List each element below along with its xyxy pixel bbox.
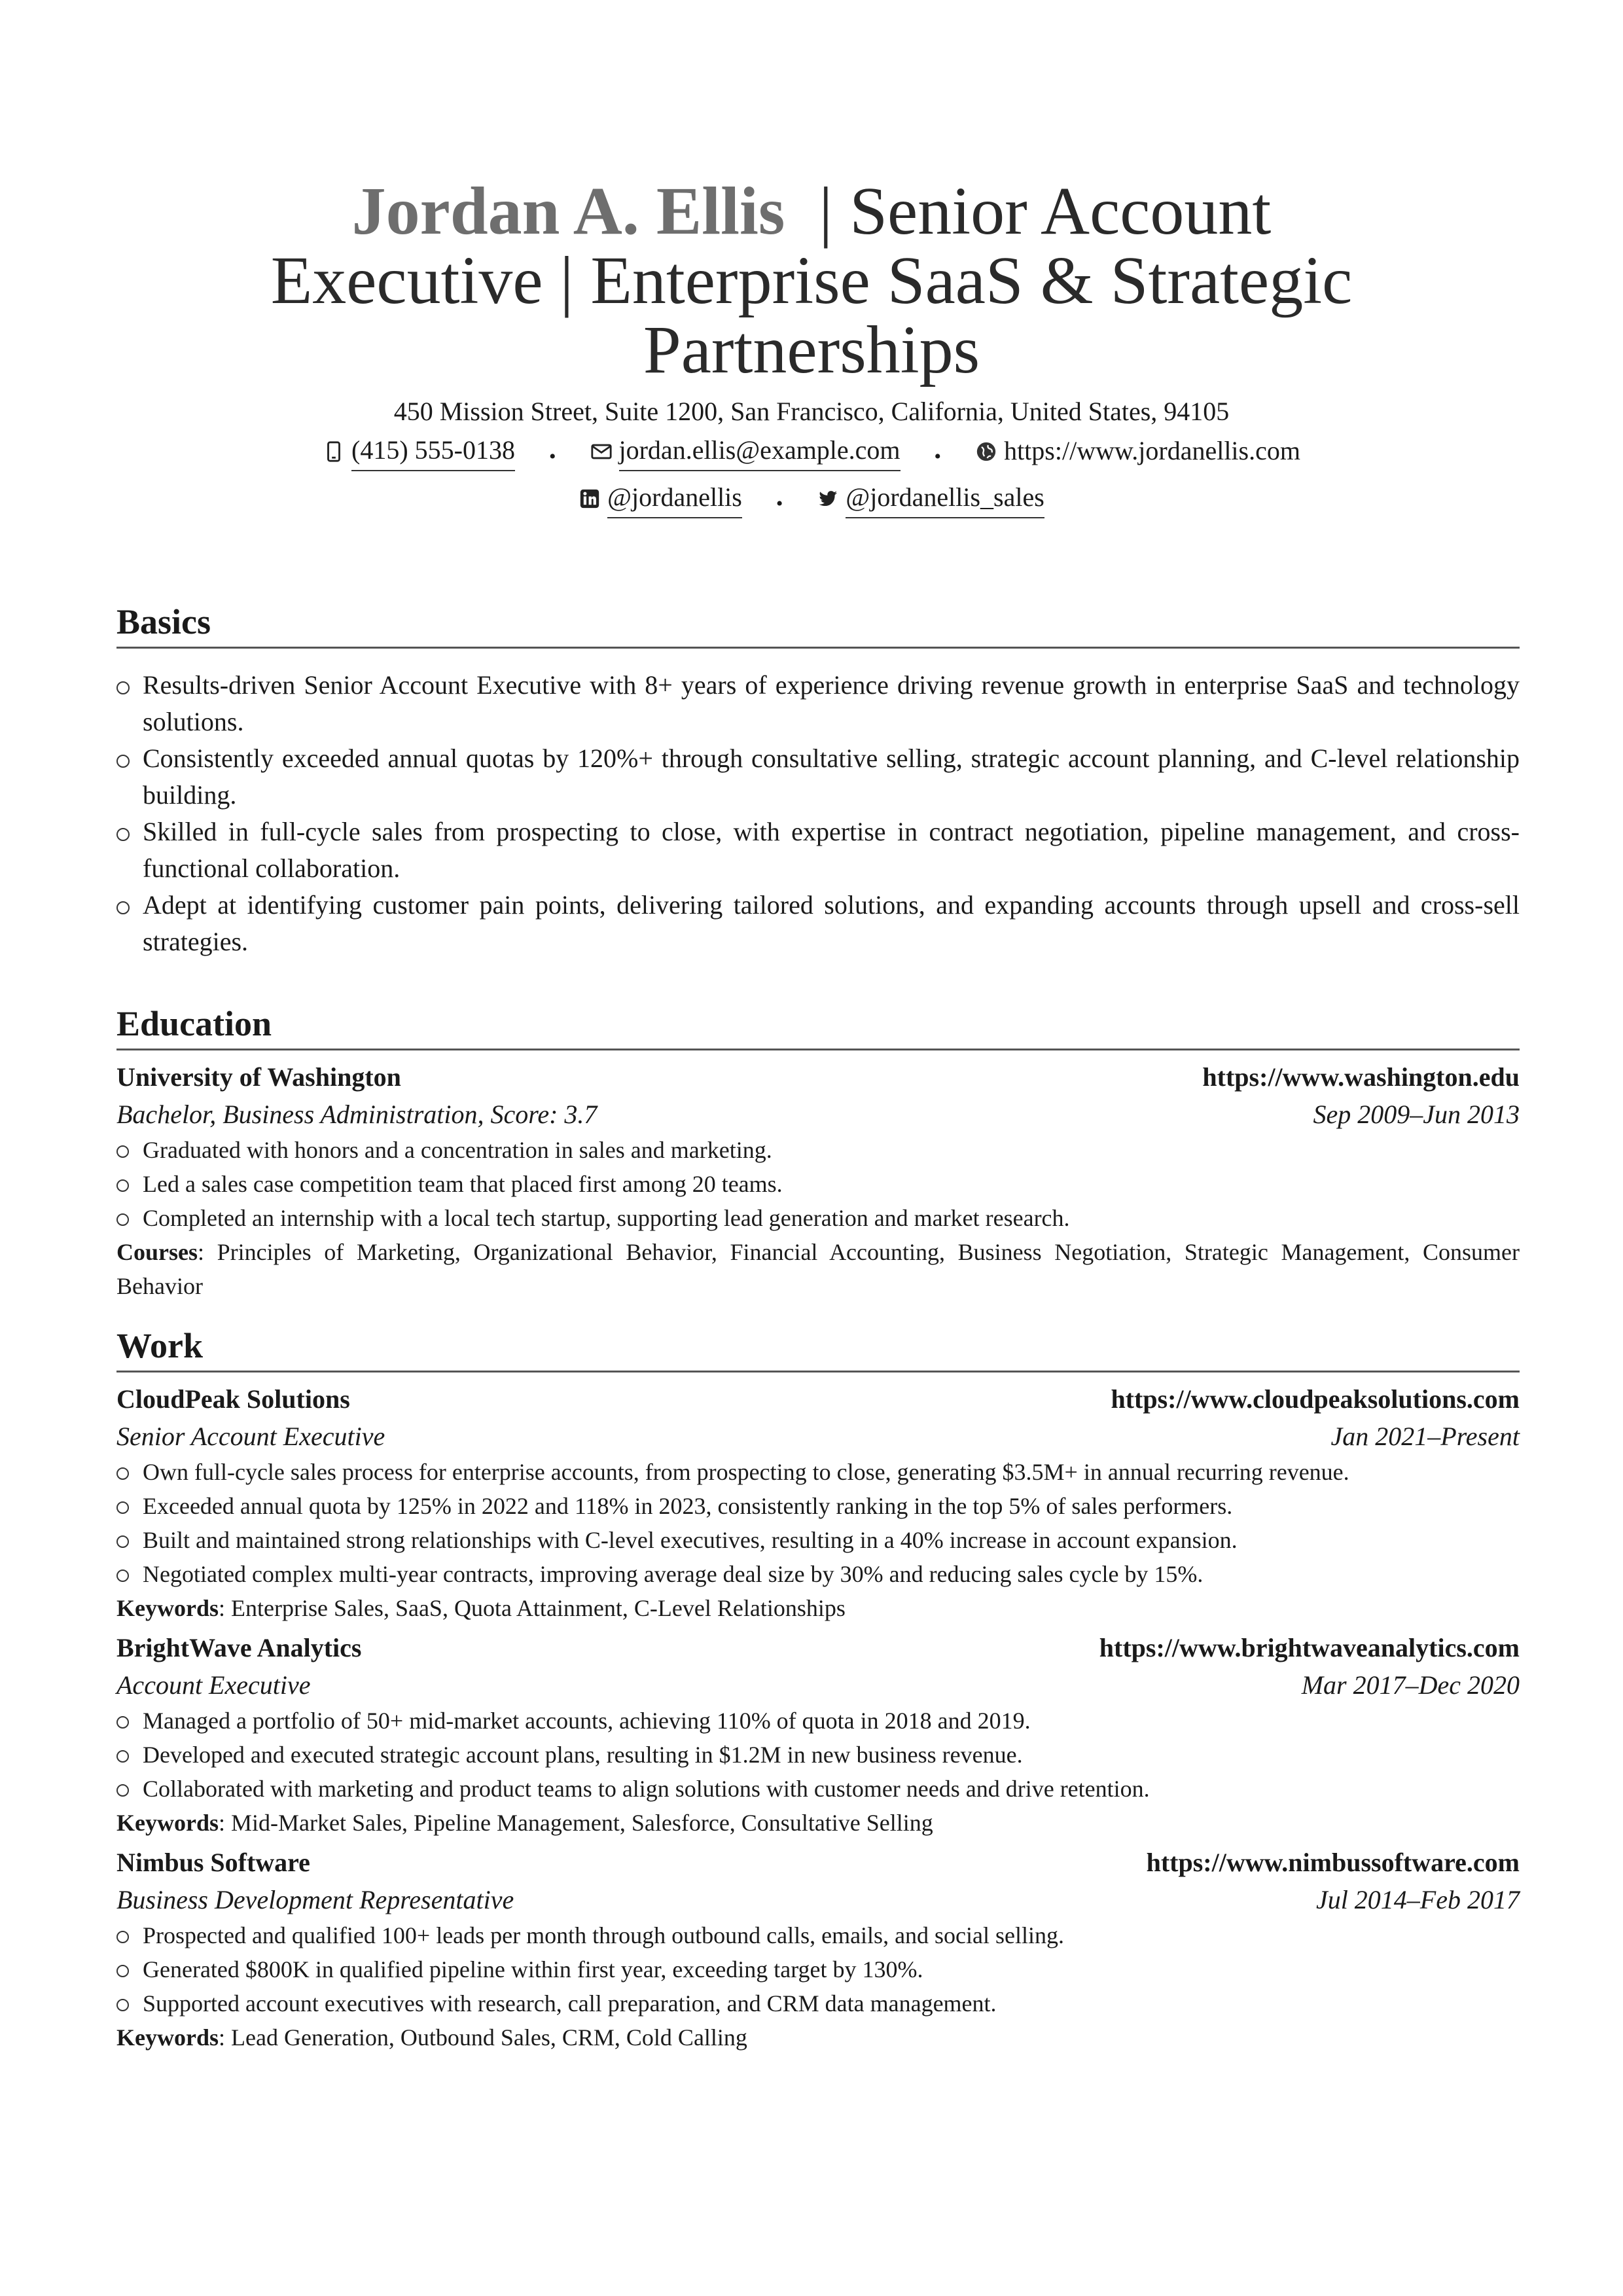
company-name: Nimbus Software — [116, 1848, 310, 1877]
list-item-text: Generated $800K in qualified pipeline within first year, exceeding target by 130%. — [143, 1956, 923, 1982]
hollow-bullet-icon — [116, 755, 130, 768]
keywords-line: Keywords: Mid-Market Sales, Pipeline Management, Salesforce, Consultative Selling — [116, 1810, 933, 1836]
list-item — [116, 1201, 1520, 1235]
hollow-bullet-icon — [116, 901, 130, 914]
list-item-text: Graduated with honors and a concentration in sales and marketing. — [143, 1137, 772, 1163]
list-item — [116, 1523, 1520, 1557]
hollow-bullet-icon — [116, 828, 130, 841]
list-item — [116, 814, 1520, 887]
address: 450 Mission Street, Suite 1200, San Francisco, California, United States, 94105 — [393, 397, 1230, 426]
email-contact[interactable] — [590, 432, 901, 471]
keywords-line: Keywords: Lead Generation, Outbound Sales, CRM, Cold Calling — [116, 2024, 747, 2051]
hollow-bullet-icon — [116, 1570, 129, 1582]
separator-dot: • — [934, 445, 942, 467]
work-section — [116, 1325, 1520, 2054]
list-item — [116, 1704, 1520, 1738]
keywords-list: Enterprise Sales, SaaS, Quota Attainment, C-Level Relationships — [231, 1595, 846, 1621]
list-item-text: Collaborated with marketing and product teams to align solutions with customer needs and drive retention. — [143, 1776, 1150, 1802]
list-item — [116, 1133, 1520, 1167]
name-title — [223, 173, 1400, 387]
job-highlights — [116, 1918, 1520, 2020]
hollow-bullet-icon — [116, 1179, 129, 1192]
website-link[interactable]: https://www.jordanellis.com — [1004, 436, 1300, 465]
list-item — [116, 1952, 1520, 1986]
keywords-label: Keywords — [116, 1810, 219, 1836]
globe-icon — [975, 440, 997, 463]
job-highlights — [116, 1704, 1520, 1806]
email-link[interactable]: jordan.ellis@example.com — [619, 432, 901, 471]
separator-dot: • — [548, 445, 556, 467]
hollow-bullet-icon — [116, 1716, 129, 1729]
basics-list — [116, 667, 1520, 960]
hollow-bullet-icon — [116, 1213, 129, 1226]
linkedin-contact[interactable] — [579, 479, 742, 518]
twitter-contact[interactable] — [817, 479, 1044, 518]
courses-label: Courses — [116, 1239, 198, 1265]
linkedin-icon — [579, 488, 601, 510]
list-item-text: Managed a portfolio of 50+ mid-market accounts, achieving 110% of quota in 2018 and 2019. — [143, 1708, 1031, 1734]
section-divider — [116, 1049, 1520, 1050]
list-item-text: Consistently exceeded annual quotas by 120%+ through consultative selling, strategic account planning, and C-level relationship building. — [143, 744, 1520, 810]
degree: Bachelor, Business Administration, Score: 3.7 — [116, 1100, 597, 1129]
job-dates: Jan 2021–Present — [1330, 1422, 1520, 1451]
hollow-bullet-icon — [116, 1784, 129, 1797]
list-item-text: Led a sales case competition team that placed first among 20 teams. — [143, 1171, 783, 1197]
job-dates: Jul 2014–Feb 2017 — [1315, 1885, 1520, 1914]
list-item — [116, 1557, 1520, 1591]
list-item-text: Adept at identifying customer pain points, delivering tailored solutions, and expanding accounts through upsell and cross-sell strategies. — [143, 890, 1520, 956]
website-contact[interactable] — [975, 433, 1300, 471]
candidate-name: Jordan A. Ellis — [351, 173, 785, 249]
courses-line: Courses: Principles of Marketing, Organizational Behavior, Financial Accounting, Business Negotiation, Strategic Management, Consumer Behavior — [116, 1239, 1520, 1299]
job-title: Senior Account Executive — [116, 1422, 385, 1451]
hollow-bullet-icon — [116, 1535, 129, 1548]
list-item — [116, 1772, 1520, 1806]
hollow-bullet-icon — [116, 1965, 129, 1977]
twitter-bird-icon — [817, 488, 839, 510]
work-entry — [116, 1629, 1520, 1840]
hollow-bullet-icon — [116, 1931, 129, 1943]
keywords-list: Lead Generation, Outbound Sales, CRM, Cold Calling — [231, 2024, 747, 2051]
keywords-line: Keywords: Enterprise Sales, SaaS, Quota Attainment, C-Level Relationships — [116, 1595, 846, 1621]
work-entry-sub — [116, 1418, 1520, 1455]
work-entry-sub — [116, 1666, 1520, 1704]
education-section — [116, 1003, 1520, 1303]
linkedin-link[interactable]: @jordanellis — [607, 479, 742, 518]
contact-line-2 — [0, 479, 1623, 522]
school-name: University of Washington — [116, 1062, 401, 1092]
work-entry-head — [116, 1629, 1520, 1666]
company-name: BrightWave Analytics — [116, 1633, 362, 1662]
list-item — [116, 1986, 1520, 2020]
list-item — [116, 1489, 1520, 1523]
keywords-label: Keywords — [116, 1595, 219, 1621]
list-item-text: Supported account executives with research, call preparation, and CRM data management. — [143, 1990, 997, 2017]
list-item-text: Exceeded annual quota by 125% in 2022 and 118% in 2023, consistently ranking in the top 5% of sales performers. — [143, 1493, 1233, 1519]
list-item-text: Own full-cycle sales process for enterprise accounts, from prospecting to close, generating $3.5M+ in annual recurring revenue. — [143, 1459, 1349, 1485]
company-url[interactable]: https://www.nimbussoftware.com — [1146, 1848, 1520, 1877]
company-url[interactable]: https://www.brightwaveanalytics.com — [1099, 1633, 1520, 1662]
hollow-bullet-icon — [116, 1501, 129, 1514]
company-name: CloudPeak Solutions — [116, 1384, 350, 1414]
phone-contact[interactable] — [323, 432, 515, 471]
mobile-phone-icon — [323, 440, 345, 463]
keywords-list: Mid-Market Sales, Pipeline Management, Salesforce, Consultative Selling — [231, 1810, 933, 1836]
work-entry — [116, 1380, 1520, 1625]
list-item — [116, 740, 1520, 814]
list-item-text: Built and maintained strong relationships with C-level executives, resulting in a 40% increase in account expansion. — [143, 1527, 1238, 1553]
headline-title: | Senior Account Executive | Enterprise SaaS & Strategic Partnerships — [270, 173, 1353, 387]
section-divider — [116, 1371, 1520, 1372]
education-dates: Sep 2009–Jun 2013 — [1313, 1100, 1520, 1129]
hollow-bullet-icon — [116, 681, 130, 694]
work-heading: Work — [116, 1326, 204, 1365]
section-divider — [116, 647, 1520, 649]
hollow-bullet-icon — [116, 1467, 129, 1480]
list-item-text: Negotiated complex multi-year contracts, improving average deal size by 30% and reducing sales cycle by 15%. — [143, 1561, 1204, 1587]
courses-list: Principles of Marketing, Organizational Behavior, Financial Accounting, Business Negotiation, Strategic Management, Consumer Behavior — [116, 1239, 1520, 1299]
hollow-bullet-icon — [116, 1145, 129, 1158]
hollow-bullet-icon — [116, 1999, 129, 2011]
phone-link[interactable]: (415) 555-0138 — [351, 432, 515, 471]
list-item — [116, 667, 1520, 740]
job-title: Business Development Representative — [116, 1885, 514, 1914]
education-highlights — [116, 1133, 1520, 1235]
job-dates: Mar 2017–Dec 2020 — [1301, 1670, 1520, 1700]
list-item-text: Completed an internship with a local tech startup, supporting lead generation and market research. — [143, 1205, 1070, 1231]
contact-line-1 — [0, 432, 1623, 475]
school-url[interactable]: https://www.washington.edu — [1202, 1062, 1520, 1092]
list-item-text: Prospected and qualified 100+ leads per month through outbound calls, emails, and social selling. — [143, 1922, 1065, 1948]
separator-dot: • — [776, 492, 783, 514]
education-entry-sub — [116, 1096, 1520, 1133]
work-entry-sub — [116, 1881, 1520, 1918]
education-entry-head — [116, 1058, 1520, 1096]
list-item-text: Skilled in full-cycle sales from prospecting to close, with expertise in contract negotiation, pipeline management, and cross-functional collaboration. — [143, 817, 1520, 883]
resume-header — [0, 173, 1623, 522]
list-item — [116, 1167, 1520, 1201]
education-heading: Education — [116, 1004, 272, 1043]
list-item — [116, 1738, 1520, 1772]
work-entry-head — [116, 1844, 1520, 1881]
work-entry — [116, 1844, 1520, 2054]
list-item-text: Developed and executed strategic account plans, resulting in $1.2M in new business revenue. — [143, 1742, 1023, 1768]
keywords-label: Keywords — [116, 2024, 219, 2051]
work-entry-head — [116, 1380, 1520, 1418]
envelope-icon — [590, 440, 613, 463]
list-item-text: Results-driven Senior Account Executive with 8+ years of experience driving revenue growth in enterprise SaaS and technology solutions. — [143, 670, 1520, 736]
job-highlights — [116, 1455, 1520, 1591]
job-title: Account Executive — [116, 1670, 311, 1700]
company-url[interactable]: https://www.cloudpeaksolutions.com — [1111, 1384, 1520, 1414]
basics-heading: Basics — [116, 602, 211, 641]
list-item — [116, 887, 1520, 960]
hollow-bullet-icon — [116, 1750, 129, 1763]
list-item — [116, 1455, 1520, 1489]
list-item — [116, 1918, 1520, 1952]
basics-section — [116, 601, 1520, 960]
twitter-link[interactable]: @jordanellis_sales — [846, 479, 1044, 518]
